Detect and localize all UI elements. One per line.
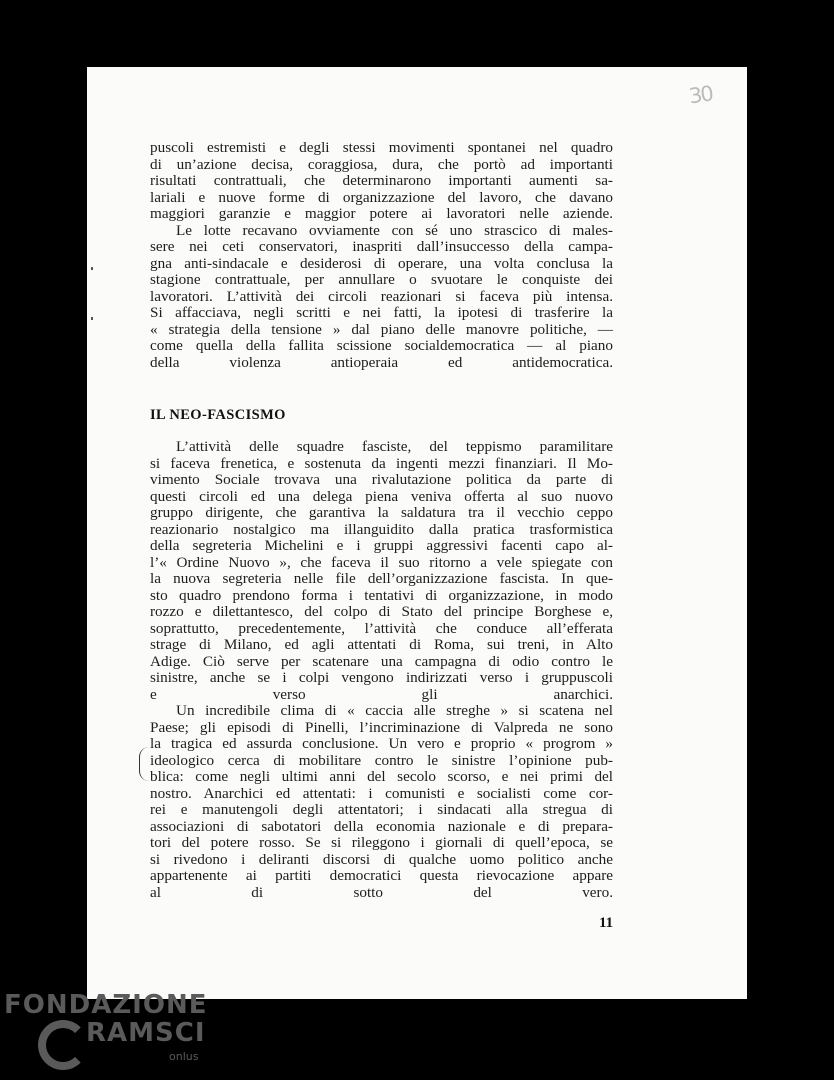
watermark-line-2: RAMSCI <box>86 1018 206 1048</box>
margin-tick-mark <box>91 267 93 270</box>
paragraph-2: Le lotte recavano ovviamente con sé uno strascico di males- sere nei ceti conservatori, inaspriti dall’insuccesso della campa- gna anti-sindacale e desiderosi di operare, una volta conclusa la stagione contrattuale, per annullare o svuotare le conquiste dei lavoratori. L’attività dei circoli reazionari si faceva più intensa. Si affacciava, negli scritti e nei fatti, la ipotesi di trasferire la « strategia della tensione » dal piano delle manovre politiche, — come quella della fallita scissione socialdemocratica — al piano della violenza antioperaia ed antidemocratica. <box>150 221 613 371</box>
section-heading: IL NEO-FASCISMO <box>150 407 286 423</box>
paragraph-1: puscoli estremisti e degli stessi movimenti spontanei nel quadro di un’azione decisa, coraggiosa, dura, che portò ad importanti risultati contrattuali, che determinarono importanti aumenti sa- lariali e nuove forme di organizzazione del lavoro, che davano maggiori garanzie e maggior potere ai lavoratori nelle aziende. <box>150 139 613 222</box>
watermark-logo <box>4 990 208 1063</box>
body-text-top <box>150 140 613 371</box>
body-text-bottom <box>150 439 613 901</box>
g-ring-icon <box>38 1020 88 1070</box>
margin-bracket-mark <box>139 747 150 781</box>
margin-tick-mark <box>91 317 93 320</box>
document-page <box>87 67 747 999</box>
paragraph-3: L’attività delle squadre fasciste, del teppismo paramilitare si faceva frenetica, e sostenuta da ingenti mezzi finanziari. Il Mo- vimento Sociale trovava una rivalutazione politica da parte di questi circoli ed una delega piena veniva offerta al suo nuovo gruppo dirigente, che garantiva la saldatura tra il vecchio ceppo reazionario nostalgico ma illanguidito dalla pratica trasformistica della segreteria Michelini e i gruppi aggressivi facenti capo al- l’« Ordine Nuovo », che faceva il suo ritorno a vele spiegate con la nuova segreteria nelle file dell’organizzazione fascista. In que- sto quadro prendono forma i tentativi di organizzazione, in modo rozzo e dilettantesco, del colpo di Stato del principe Borghese e, soprattutto, precedentemente, l’attività che conduce all’efferata strage di Milano, ed agli attentati di Roma, sui treni, in Alto Adige. Ciò serve per scatenare una campagna di odio contro le sinistre, anche se i colpi vengono indirizzati verso i gruppuscoli e verso gli anarchici. <box>150 438 613 703</box>
paragraph-4: Un incredibile clima di « caccia alle streghe » si scatena nel Paese; gli episodi di Pinelli, l’incriminazione di Valpreda ne sono la tragica ed assurda conclusione. Un vero e proprio « progrom » ideologico cerca di mobilitare contro le sinistre l’opinione pub- blica: come negli ultimi anni del secolo scorso, e nei primi del nostro. Anarchici ed attentati: i comunisti e socialisti come cor- rei e manutengoli degli attentatori; i sindacati alla stregua di associazioni di sabotatori della economia nazionale e di prepara- tori del potere rosso. Se si rileggono i giornali di quell’epoca, se si rivedono i deliranti discorsi di qualche uomo politico anche appartenente ai partiti democratici questa rievocazione appare al di sotto del vero. <box>150 702 613 901</box>
handwritten-page-number: 30 <box>687 81 714 109</box>
watermark-line-1: FONDAZIONE <box>4 990 208 1020</box>
watermark-line-3: onlus <box>169 1050 199 1063</box>
page-number: 11 <box>599 915 614 931</box>
